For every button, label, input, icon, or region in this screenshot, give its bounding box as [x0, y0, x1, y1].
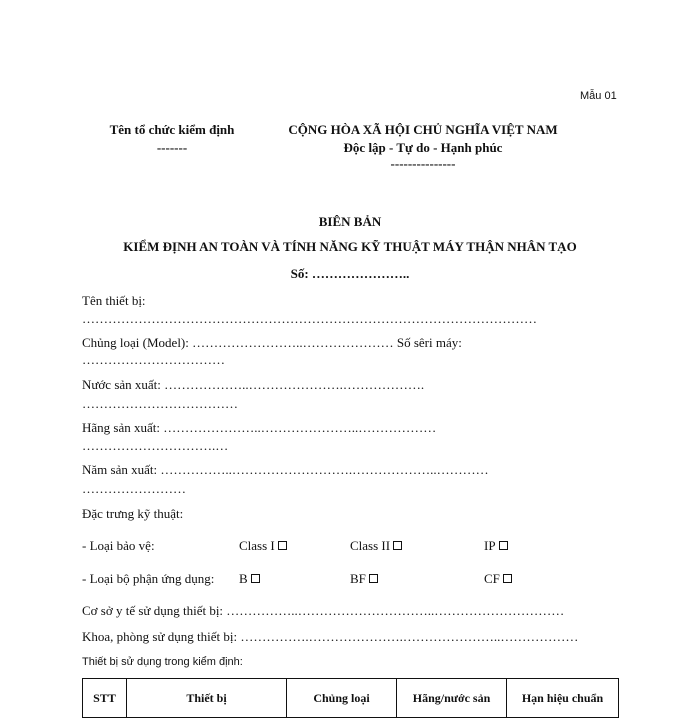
- model-dots: ……………………………: [82, 352, 225, 367]
- equipment-label: Thiết bị sử dụng trong kiểm định:: [82, 656, 243, 668]
- doc-number: Số: …………………..: [290, 266, 410, 281]
- equipment-table: [82, 678, 619, 718]
- table-header-cell: Hạn hiệu chuẩn: [507, 679, 619, 718]
- protection-option-label: Class II: [350, 538, 391, 553]
- spec-label: Đặc trưng kỹ thuật:: [82, 506, 184, 521]
- doc-title: BIÊN BẢN: [318, 214, 382, 229]
- table-header-cell: Hãng/nước sản: [397, 679, 507, 718]
- applied-part-option-label: BF: [350, 571, 366, 586]
- device-name-dots: ……………………………………………………………………………………………: [82, 311, 537, 326]
- applied-part-option-bf[interactable]: [350, 571, 378, 587]
- facility-line: Cơ sở y tế sử dụng thiết bị: ……………..…………………………..…………………………: [82, 603, 565, 618]
- maker-dots: ………………………….…: [82, 438, 229, 453]
- motto-dashes: ---------------: [390, 156, 456, 171]
- checkbox-icon[interactable]: [503, 574, 512, 583]
- maker-line: Hãng sản xuất: …………………..…………………..………………: [82, 420, 437, 435]
- checkbox-icon[interactable]: [278, 541, 287, 550]
- protection-option-label: IP: [484, 538, 496, 553]
- org-dashes: -------: [156, 140, 188, 155]
- checkbox-icon[interactable]: [499, 541, 508, 550]
- device-name-label: Tên thiết bị:: [82, 293, 146, 308]
- table-header-row: [83, 679, 619, 718]
- model-line: Chủng loại (Model): ……………………..………………… Số sêri máy:: [82, 335, 462, 350]
- applied-part-option-label: CF: [484, 571, 500, 586]
- applied-part-option-b[interactable]: [239, 571, 260, 587]
- protection-option-ip[interactable]: [484, 538, 508, 554]
- form-code: Mẫu 01: [580, 90, 617, 102]
- protection-option-label: Class I: [239, 538, 275, 553]
- protection-option-class2[interactable]: [350, 538, 402, 554]
- year-line: Năm sản xuất: ……………..……………………….………………..…………: [82, 462, 489, 477]
- table-header-cell: Chủng loại: [287, 679, 397, 718]
- applied-part-option-cf[interactable]: [484, 571, 512, 587]
- checkbox-icon[interactable]: [369, 574, 378, 583]
- checkbox-icon[interactable]: [251, 574, 260, 583]
- doc-subtitle: KIỂM ĐỊNH AN TOÀN VÀ TÍNH NĂNG KỸ THUẬT MÁY THẬN NHÂN TẠO: [123, 239, 577, 254]
- applied-part-label: - Loại bộ phận ứng dụng:: [82, 571, 215, 586]
- checkbox-icon[interactable]: [393, 541, 402, 550]
- year-dots: ……………………: [82, 481, 186, 496]
- table-header-cell: Thiết bị: [127, 679, 287, 718]
- department-line: Khoa, phòng sử dụng thiết bị: …………….………………….…………………..………………: [82, 629, 579, 644]
- applied-part-option-label: B: [239, 571, 248, 586]
- country-line: Nước sản xuất: ………………..………………….……………….: [82, 377, 425, 392]
- protection-label: - Loại bảo vệ:: [82, 538, 155, 553]
- country-dots: ………………………………: [82, 396, 238, 411]
- org-name: Tên tổ chức kiểm định: [109, 122, 235, 137]
- nation-motto: Độc lập - Tự do - Hạnh phúc: [343, 140, 503, 155]
- protection-option-class1[interactable]: [239, 538, 287, 554]
- nation-title: CỘNG HÒA XÃ HỘI CHỦ NGHĨA VIỆT NAM: [288, 122, 558, 137]
- table-header-cell: STT: [83, 679, 127, 718]
